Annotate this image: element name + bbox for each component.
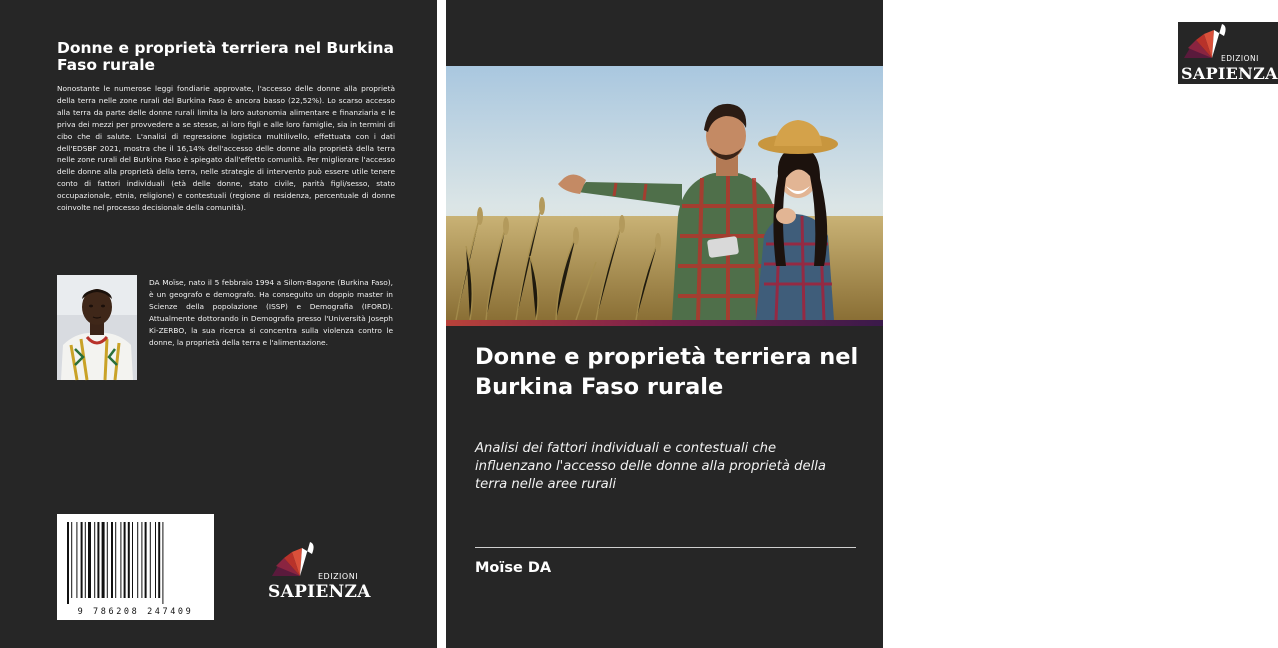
author-bio: DA Moïse, nato il 5 febbraio 1994 a Silom-Bagone (Burkina Faso), è un geografo e demografo. Ha conseguito un doppio master in Scienze della popolazione (ISSP) e Demografia (IFORD). Attualmente dottorando in Demografia presso l'Università Joseph Ki-ZERBO, la sua ricerca si concentra sulla violenza contro le donne, la proprietà della terra e l'alimentazione. [149,278,393,347]
publisher-line1: EDIZIONI [1221,54,1259,63]
cover-photo [446,66,883,320]
back-cover-title: Donne e proprietà terriera nel Burkina Faso rurale [57,39,395,74]
author-photo [57,275,137,380]
back-cover [0,0,437,648]
front-cover-title: Donne e proprietà terriera nel Burkina Faso rurale [475,344,859,400]
back-cover-summary: Nonostante le numerose leggi fondiarie approvate, l'accesso delle donne alla proprietà della terra nelle zone rurali del Burkina Faso è ancora basso (22,52%). Lo scarso accesso alla terra da parte delle donne rurali limita la loro autonomia alimentare e finanziaria e le priva dei mezzi per provvedere a se stesse, ai loro figli e alle loro famiglie, sia in termini di cibo che di salute. L'analisi di regressione logistica multilivello, effettuata con i dati dell'EDSBF 2021, mostra che il 16,14% dell'accesso delle donne alla proprietà della terra nelle zone rurali del Burkina Faso è spiegato dall'effetto comunità. Per migliorare l'accesso delle donne alla proprietà della terra, nelle strategie di intervento può essere utile tenere conto di fattori individuali (età delle donne, stato civile, parità figli/sesso, stato occupazionale, etnia, religione) e contestuali (regione di residenza, percentuale di donne coinvolte nel processo decisionale della comunità). [57,84,395,213]
barcode-bars [65,522,206,604]
publisher-logo-front [1178,22,1278,84]
spine [437,0,446,648]
isbn-number: 9 786208 247409 [77,607,194,617]
divider [475,547,856,548]
front-cover-subtitle: Analisi dei fattori individuali e contestuali che influenzano l'accesso delle donne alla proprietà della terra nelle aree rurali [475,441,827,492]
isbn-barcode [57,514,214,620]
publisher-line2: SAPIENZA [1181,64,1278,83]
publisher-line1: EDIZIONI [318,572,359,581]
front-cover-author: Moïse DA [475,560,552,576]
publisher-logo-back [266,540,371,602]
accent-bar [446,320,883,326]
publisher-line2: SAPIENZA [268,582,371,602]
front-cover [446,0,1278,648]
